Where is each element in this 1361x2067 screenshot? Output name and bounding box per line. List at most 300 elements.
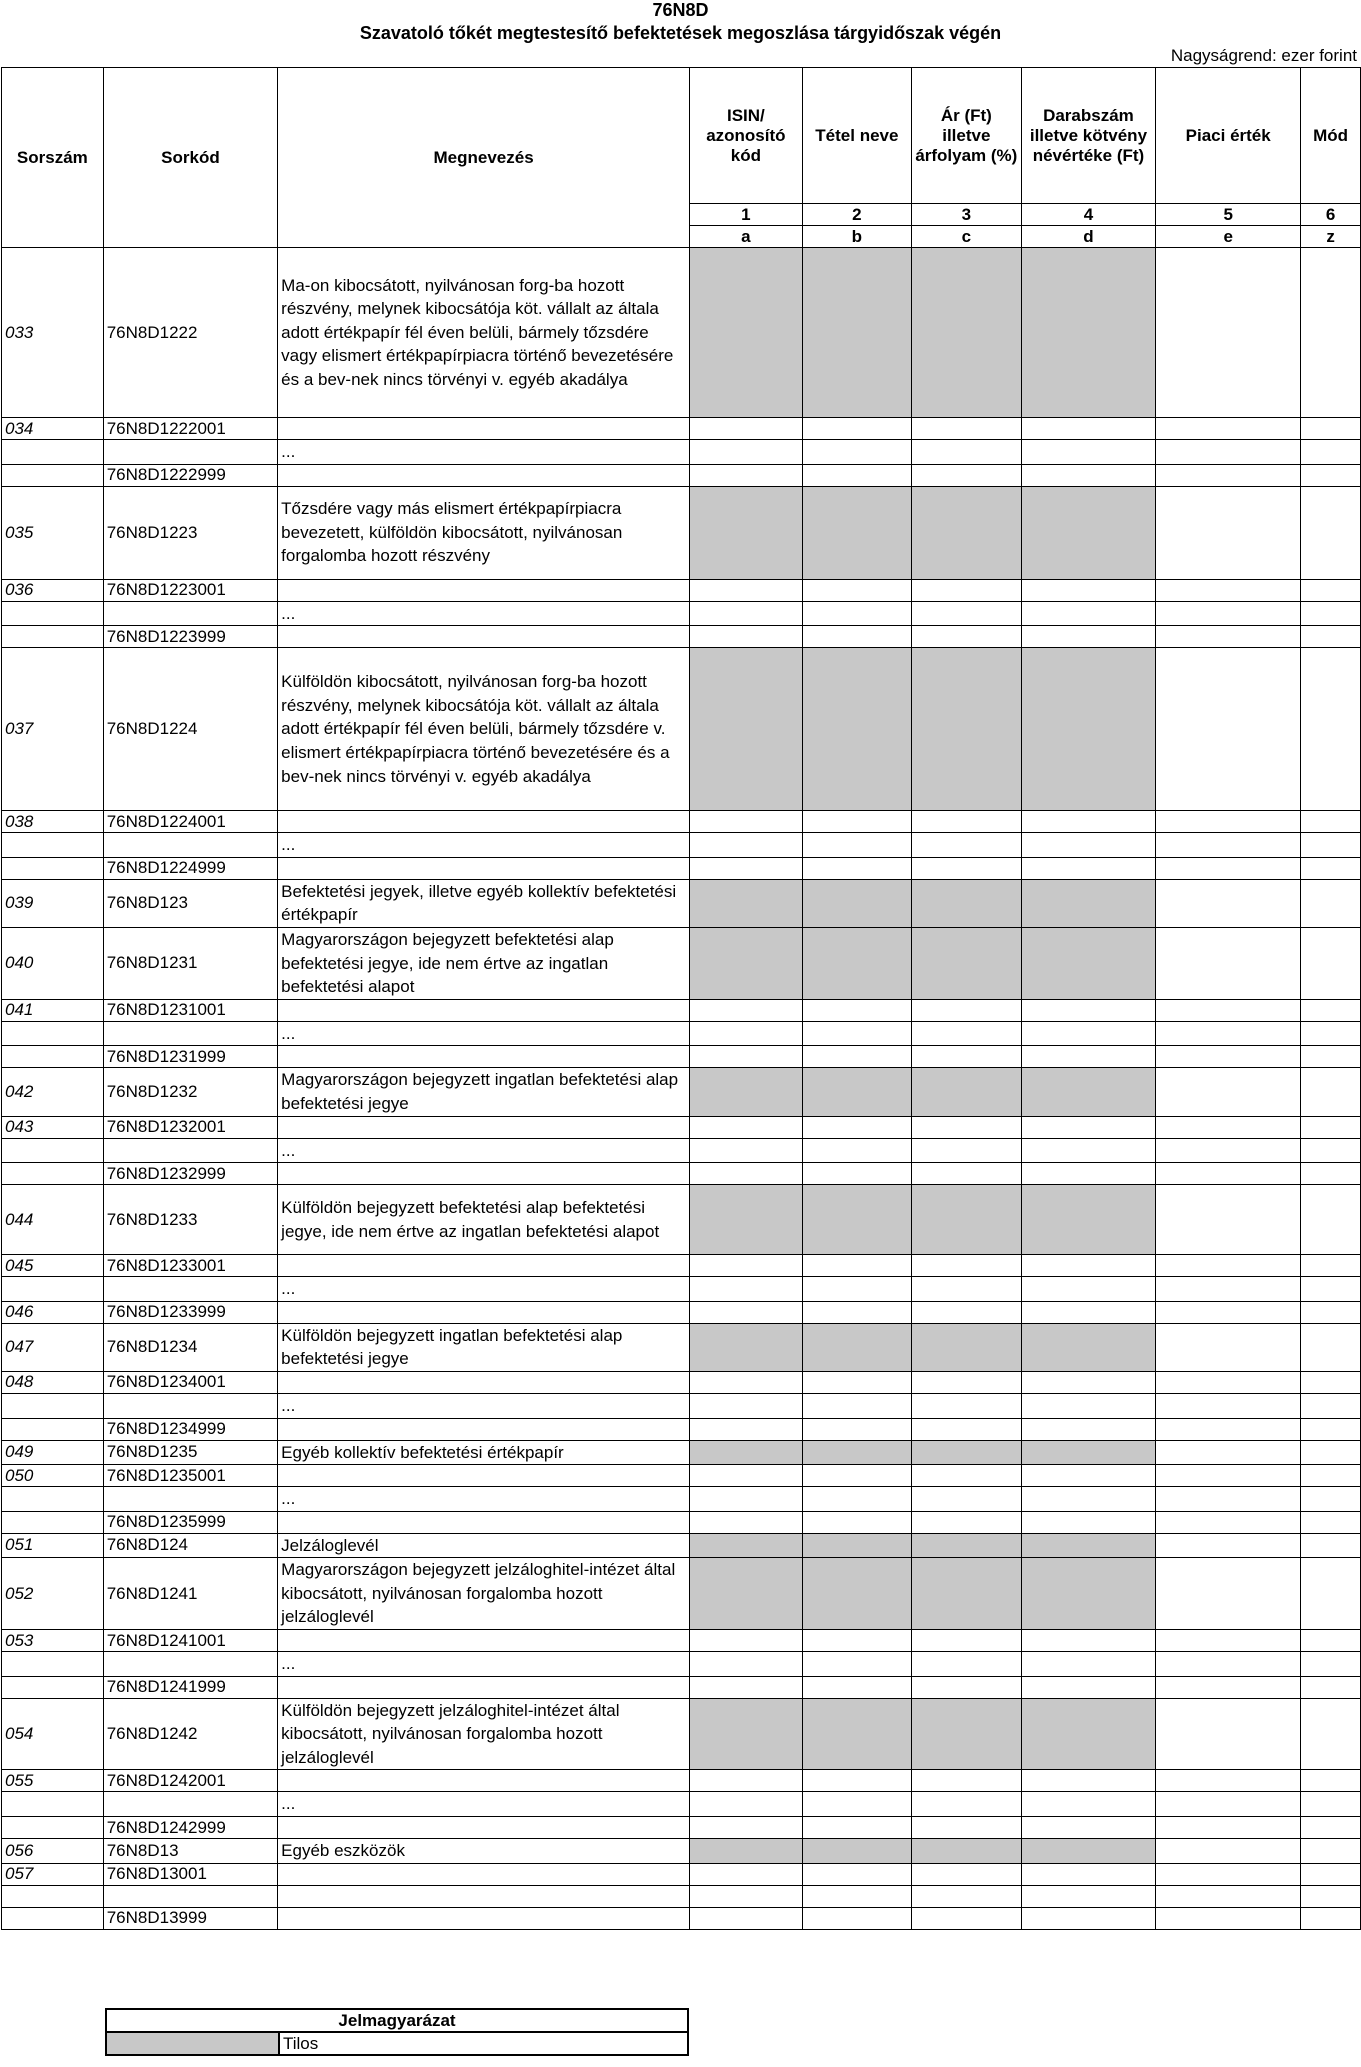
cell-darab[interactable] (1021, 1116, 1156, 1138)
cell-mod[interactable] (1301, 1839, 1361, 1864)
cell-mod[interactable] (1301, 927, 1361, 999)
cell-ar[interactable] (912, 1770, 1022, 1792)
cell-isin (690, 648, 803, 811)
cell-isin[interactable] (690, 1138, 803, 1163)
row-megnevezes (278, 1817, 690, 1839)
cell-piaci[interactable] (1156, 1698, 1301, 1770)
cell-piaci[interactable] (1156, 1487, 1301, 1512)
cell-isin[interactable] (690, 579, 803, 601)
cell-ar[interactable] (912, 1676, 1022, 1698)
row-sorszam (2, 1487, 104, 1512)
cell-ar[interactable] (912, 1277, 1022, 1302)
cell-tetel (802, 1068, 911, 1116)
cell-mod[interactable] (1301, 1792, 1361, 1817)
cell-ar[interactable] (912, 999, 1022, 1021)
cell-darab[interactable] (1021, 1255, 1156, 1277)
cell-mod[interactable] (1301, 1487, 1361, 1512)
cell-tetel[interactable] (802, 1885, 911, 1907)
cell-mod[interactable] (1301, 1301, 1361, 1323)
cell-isin[interactable] (690, 833, 803, 858)
cell-mod[interactable] (1301, 1465, 1361, 1487)
cell-mod[interactable] (1301, 811, 1361, 833)
table-row (2, 1440, 1361, 1465)
cell-mod[interactable] (1301, 999, 1361, 1021)
cell-ar[interactable] (912, 1138, 1022, 1163)
cell-piaci[interactable] (1156, 579, 1301, 601)
cell-darab[interactable] (1021, 999, 1156, 1021)
row-sorszam (2, 440, 104, 465)
col-header-sorszam: Sorszám (2, 68, 104, 248)
cell-piaci[interactable] (1156, 1839, 1301, 1864)
cell-piaci[interactable] (1156, 648, 1301, 811)
cell-mod[interactable] (1301, 1863, 1361, 1885)
cell-ar[interactable] (912, 1255, 1022, 1277)
cell-ar[interactable] (912, 626, 1022, 648)
cell-tetel[interactable] (802, 579, 911, 601)
cell-darab[interactable] (1021, 857, 1156, 879)
table-row (2, 440, 1361, 465)
cell-piaci[interactable] (1156, 418, 1301, 440)
cell-piaci[interactable] (1156, 1277, 1301, 1302)
cell-tetel[interactable] (802, 1277, 911, 1302)
cell-mod[interactable] (1301, 1138, 1361, 1163)
cell-piaci[interactable] (1156, 601, 1301, 626)
cell-darab[interactable] (1021, 1418, 1156, 1440)
cell-ar[interactable] (912, 1511, 1022, 1533)
cell-isin[interactable] (690, 1770, 803, 1792)
cell-ar[interactable] (912, 811, 1022, 833)
cell-mod[interactable] (1301, 1676, 1361, 1698)
cell-mod[interactable] (1301, 418, 1361, 440)
cell-piaci[interactable] (1156, 1907, 1301, 1929)
cell-mod[interactable] (1301, 1817, 1361, 1839)
cell-isin[interactable] (690, 1301, 803, 1323)
cell-darab[interactable] (1021, 1487, 1156, 1512)
cell-tetel[interactable] (802, 1393, 911, 1418)
cell-ar[interactable] (912, 1116, 1022, 1138)
cell-tetel[interactable] (802, 601, 911, 626)
cell-piaci[interactable] (1156, 1185, 1301, 1255)
cell-ar[interactable] (912, 1301, 1022, 1323)
cell-piaci[interactable] (1156, 1046, 1301, 1068)
cell-piaci[interactable] (1156, 857, 1301, 879)
row-sorkod: 76N8D1234001 (103, 1371, 277, 1393)
cell-darab[interactable] (1021, 579, 1156, 601)
cell-isin[interactable] (690, 1863, 803, 1885)
table-row (2, 1418, 1361, 1440)
cell-tetel[interactable] (802, 1138, 911, 1163)
table-row (2, 1138, 1361, 1163)
cell-ar[interactable] (912, 418, 1022, 440)
table-row (2, 1533, 1361, 1558)
cell-tetel[interactable] (802, 1817, 911, 1839)
cell-mod[interactable] (1301, 1323, 1361, 1371)
cell-mod[interactable] (1301, 579, 1361, 601)
cell-isin[interactable] (690, 1652, 803, 1677)
cell-mod[interactable] (1301, 1371, 1361, 1393)
cell-darab[interactable] (1021, 1885, 1156, 1907)
cell-darab[interactable] (1021, 811, 1156, 833)
cell-ar[interactable] (912, 464, 1022, 486)
table-row (2, 1277, 1361, 1302)
col-letter: z (1301, 226, 1361, 248)
table-row (2, 833, 1361, 858)
table-row (2, 1068, 1361, 1116)
cell-piaci[interactable] (1156, 464, 1301, 486)
cell-ar[interactable] (912, 833, 1022, 858)
cell-mod[interactable] (1301, 1116, 1361, 1138)
cell-isin[interactable] (690, 418, 803, 440)
cell-isin[interactable] (690, 1817, 803, 1839)
cell-tetel[interactable] (802, 1487, 911, 1512)
cell-tetel (802, 927, 911, 999)
table-row (2, 1255, 1361, 1277)
table-row (2, 999, 1361, 1021)
row-sorszam: 038 (2, 811, 104, 833)
cell-piaci[interactable] (1156, 1371, 1301, 1393)
cell-ar[interactable] (912, 1418, 1022, 1440)
row-sorszam (2, 1907, 104, 1929)
cell-isin[interactable] (690, 1630, 803, 1652)
cell-darab[interactable] (1021, 833, 1156, 858)
cell-ar[interactable] (912, 1393, 1022, 1418)
cell-piaci[interactable] (1156, 1393, 1301, 1418)
cell-isin[interactable] (690, 1885, 803, 1907)
cell-isin[interactable] (690, 464, 803, 486)
cell-piaci[interactable] (1156, 1301, 1301, 1323)
cell-piaci[interactable] (1156, 1863, 1301, 1885)
table-row (2, 1116, 1361, 1138)
cell-piaci[interactable] (1156, 1138, 1301, 1163)
cell-tetel[interactable] (802, 1511, 911, 1533)
cell-piaci[interactable] (1156, 1163, 1301, 1185)
row-sorkod: 76N8D1224 (103, 648, 277, 811)
cell-tetel[interactable] (802, 857, 911, 879)
row-sorkod: 76N8D1241 (103, 1558, 277, 1630)
cell-piaci[interactable] (1156, 1885, 1301, 1907)
cell-piaci[interactable] (1156, 1533, 1301, 1558)
row-megnevezes: Külföldön bejegyzett befektetési alap befektetési jegye, ide nem értve az ingatlan befektetési alapot (278, 1185, 690, 1255)
cell-mod[interactable] (1301, 1440, 1361, 1465)
cell-ar[interactable] (912, 1046, 1022, 1068)
cell-darab[interactable] (1021, 1817, 1156, 1839)
row-sorszam: 057 (2, 1863, 104, 1885)
cell-isin[interactable] (690, 811, 803, 833)
cell-darab[interactable] (1021, 1163, 1156, 1185)
cell-mod[interactable] (1301, 1907, 1361, 1929)
cell-isin[interactable] (690, 1021, 803, 1046)
row-megnevezes (278, 464, 690, 486)
cell-isin[interactable] (690, 1393, 803, 1418)
cell-isin[interactable] (690, 1465, 803, 1487)
cell-tetel[interactable] (802, 1652, 911, 1677)
cell-mod[interactable] (1301, 440, 1361, 465)
cell-ar[interactable] (912, 857, 1022, 879)
row-sorkod (103, 601, 277, 626)
cell-tetel[interactable] (802, 811, 911, 833)
cell-mod[interactable] (1301, 486, 1361, 579)
cell-isin[interactable] (690, 626, 803, 648)
cell-piaci[interactable] (1156, 626, 1301, 648)
row-sorkod: 76N8D1241001 (103, 1630, 277, 1652)
row-sorszam: 055 (2, 1770, 104, 1792)
cell-ar[interactable] (912, 1630, 1022, 1652)
cell-tetel[interactable] (802, 999, 911, 1021)
cell-darab[interactable] (1021, 1511, 1156, 1533)
cell-ar[interactable] (912, 1817, 1022, 1839)
cell-piaci[interactable] (1156, 999, 1301, 1021)
cell-piaci[interactable] (1156, 1465, 1301, 1487)
cell-isin (690, 1558, 803, 1630)
cell-tetel[interactable] (802, 418, 911, 440)
cell-ar[interactable] (912, 579, 1022, 601)
cell-piaci[interactable] (1156, 1652, 1301, 1677)
cell-piaci[interactable] (1156, 440, 1301, 465)
cell-darab[interactable] (1021, 464, 1156, 486)
cell-tetel[interactable] (802, 1021, 911, 1046)
cell-mod[interactable] (1301, 1393, 1361, 1418)
cell-darab[interactable] (1021, 1863, 1156, 1885)
row-sorkod (103, 1277, 277, 1302)
col-header-sorkod: Sorkód (103, 68, 277, 248)
cell-tetel[interactable] (802, 440, 911, 465)
cell-darab (1021, 486, 1156, 579)
cell-isin[interactable] (690, 1511, 803, 1533)
cell-tetel[interactable] (802, 1792, 911, 1817)
cell-darab[interactable] (1021, 1021, 1156, 1046)
row-sorkod (103, 1792, 277, 1817)
cell-piaci[interactable] (1156, 879, 1301, 927)
cell-tetel[interactable] (802, 1163, 911, 1185)
cell-mod[interactable] (1301, 626, 1361, 648)
cell-mod[interactable] (1301, 248, 1361, 418)
table-row (2, 811, 1361, 833)
cell-ar (912, 1698, 1022, 1770)
cell-piaci[interactable] (1156, 1323, 1301, 1371)
cell-tetel[interactable] (802, 1465, 911, 1487)
cell-mod[interactable] (1301, 648, 1361, 811)
cell-isin[interactable] (690, 857, 803, 879)
cell-ar[interactable] (912, 1371, 1022, 1393)
cell-piaci[interactable] (1156, 811, 1301, 833)
cell-ar[interactable] (912, 1163, 1022, 1185)
table-row (2, 418, 1361, 440)
cell-darab[interactable] (1021, 418, 1156, 440)
cell-isin[interactable] (690, 1676, 803, 1698)
row-sorszam: 046 (2, 1301, 104, 1323)
cell-ar[interactable] (912, 1465, 1022, 1487)
row-sorszam: 045 (2, 1255, 104, 1277)
row-megnevezes: Külföldön bejegyzett jelzáloghitel-intézet által kibocsátott, nyilvánosan forgalomba hozott jelzáloglevél (278, 1698, 690, 1770)
cell-tetel[interactable] (802, 1046, 911, 1068)
row-sorkod: 76N8D1233999 (103, 1301, 277, 1323)
cell-mod[interactable] (1301, 1046, 1361, 1068)
cell-mod[interactable] (1301, 1255, 1361, 1277)
table-row (2, 1465, 1361, 1487)
cell-mod[interactable] (1301, 857, 1361, 879)
cell-darab[interactable] (1021, 1652, 1156, 1677)
cell-tetel[interactable] (802, 1770, 911, 1792)
row-megnevezes (278, 1630, 690, 1652)
cell-mod[interactable] (1301, 1021, 1361, 1046)
cell-mod[interactable] (1301, 1277, 1361, 1302)
table-row (2, 464, 1361, 486)
row-megnevezes (278, 1907, 690, 1929)
cell-piaci[interactable] (1156, 1440, 1301, 1465)
cell-tetel[interactable] (802, 626, 911, 648)
cell-piaci[interactable] (1156, 1558, 1301, 1630)
cell-isin[interactable] (690, 999, 803, 1021)
cell-isin[interactable] (690, 1487, 803, 1512)
cell-ar[interactable] (912, 1021, 1022, 1046)
cell-isin[interactable] (690, 1116, 803, 1138)
row-megnevezes: Befektetési jegyek, illetve egyéb kollektív befektetési értékpapír (278, 879, 690, 927)
cell-ar[interactable] (912, 1907, 1022, 1929)
cell-tetel[interactable] (802, 1371, 911, 1393)
cell-darab[interactable] (1021, 601, 1156, 626)
cell-isin[interactable] (690, 1907, 803, 1929)
cell-piaci[interactable] (1156, 1817, 1301, 1839)
cell-tetel[interactable] (802, 833, 911, 858)
cell-tetel[interactable] (802, 1116, 911, 1138)
cell-darab[interactable] (1021, 1393, 1156, 1418)
cell-ar[interactable] (912, 601, 1022, 626)
row-sorszam (2, 1817, 104, 1839)
cell-mod[interactable] (1301, 601, 1361, 626)
cell-darab[interactable] (1021, 1465, 1156, 1487)
cell-isin[interactable] (690, 1255, 803, 1277)
legend-swatch (106, 2032, 279, 2055)
row-sorkod: 76N8D1232001 (103, 1116, 277, 1138)
row-sorkod: 76N8D1232 (103, 1068, 277, 1116)
cell-darab[interactable] (1021, 1676, 1156, 1698)
cell-ar[interactable] (912, 1792, 1022, 1817)
cell-tetel[interactable] (802, 464, 911, 486)
table-row (2, 1323, 1361, 1371)
cell-mod[interactable] (1301, 833, 1361, 858)
cell-mod[interactable] (1301, 1185, 1361, 1255)
cell-darab[interactable] (1021, 1770, 1156, 1792)
cell-tetel (802, 1698, 911, 1770)
row-sorkod: 76N8D1231 (103, 927, 277, 999)
cell-darab[interactable] (1021, 440, 1156, 465)
cell-piaci[interactable] (1156, 927, 1301, 999)
row-sorkod: 76N8D1233 (103, 1185, 277, 1255)
table-row (2, 1558, 1361, 1630)
row-megnevezes: Külföldön kibocsátott, nyilvánosan forg-ba hozott részvény, melynek kibocsátója köt. vállalt az általa adott értékpapír fél éven belüli, bármely tőzsdére v. elismert értékpapírpiacra történő bevezetésére és a bev-nek nincs törvényi v. egyéb akadálya (278, 648, 690, 811)
cell-piaci[interactable] (1156, 833, 1301, 858)
cell-darab (1021, 1533, 1156, 1558)
row-sorszam: 036 (2, 579, 104, 601)
row-megnevezes: ... (278, 1138, 690, 1163)
cell-tetel[interactable] (802, 1418, 911, 1440)
cell-mod[interactable] (1301, 1652, 1361, 1677)
cell-piaci[interactable] (1156, 1021, 1301, 1046)
cell-mod[interactable] (1301, 1511, 1361, 1533)
row-sorszam (2, 1021, 104, 1046)
cell-mod[interactable] (1301, 1770, 1361, 1792)
row-sorkod: 76N8D1233001 (103, 1255, 277, 1277)
row-sorszam: 040 (2, 927, 104, 999)
cell-tetel[interactable] (802, 1863, 911, 1885)
row-sorszam: 039 (2, 879, 104, 927)
row-sorszam (2, 1511, 104, 1533)
cell-ar[interactable] (912, 1652, 1022, 1677)
cell-darab[interactable] (1021, 1907, 1156, 1929)
cell-piaci[interactable] (1156, 1630, 1301, 1652)
row-megnevezes (278, 811, 690, 833)
cell-isin[interactable] (690, 440, 803, 465)
cell-tetel[interactable] (802, 1907, 911, 1929)
cell-ar[interactable] (912, 440, 1022, 465)
cell-piaci[interactable] (1156, 1255, 1301, 1277)
cell-ar[interactable] (912, 1885, 1022, 1907)
cell-piaci[interactable] (1156, 1116, 1301, 1138)
cell-darab[interactable] (1021, 1301, 1156, 1323)
cell-mod[interactable] (1301, 1418, 1361, 1440)
cell-mod[interactable] (1301, 464, 1361, 486)
cell-mod[interactable] (1301, 1630, 1361, 1652)
cell-tetel[interactable] (802, 1301, 911, 1323)
cell-mod[interactable] (1301, 1163, 1361, 1185)
cell-piaci[interactable] (1156, 1511, 1301, 1533)
cell-piaci[interactable] (1156, 1770, 1301, 1792)
cell-tetel[interactable] (802, 1676, 911, 1698)
table-row (2, 1770, 1361, 1792)
cell-tetel[interactable] (802, 1630, 911, 1652)
cell-darab[interactable] (1021, 1371, 1156, 1393)
cell-isin[interactable] (690, 1792, 803, 1817)
row-sorkod: 76N8D1241999 (103, 1676, 277, 1698)
cell-piaci[interactable] (1156, 1418, 1301, 1440)
cell-darab[interactable] (1021, 626, 1156, 648)
cell-mod[interactable] (1301, 1068, 1361, 1116)
row-megnevezes (278, 1371, 690, 1393)
cell-mod[interactable] (1301, 1885, 1361, 1907)
cell-isin (690, 1839, 803, 1864)
cell-mod[interactable] (1301, 1558, 1361, 1630)
cell-isin[interactable] (690, 1163, 803, 1185)
cell-mod[interactable] (1301, 1698, 1361, 1770)
cell-piaci[interactable] (1156, 248, 1301, 418)
cell-ar[interactable] (912, 1863, 1022, 1885)
cell-isin[interactable] (690, 601, 803, 626)
cell-ar[interactable] (912, 1487, 1022, 1512)
cell-piaci[interactable] (1156, 486, 1301, 579)
cell-piaci[interactable] (1156, 1676, 1301, 1698)
row-megnevezes (278, 1885, 690, 1907)
cell-tetel[interactable] (802, 1255, 911, 1277)
cell-darab[interactable] (1021, 1046, 1156, 1068)
row-sorszam: 049 (2, 1440, 104, 1465)
cell-isin[interactable] (690, 1418, 803, 1440)
cell-darab[interactable] (1021, 1138, 1156, 1163)
cell-piaci[interactable] (1156, 1068, 1301, 1116)
cell-isin[interactable] (690, 1046, 803, 1068)
cell-mod[interactable] (1301, 1533, 1361, 1558)
cell-isin[interactable] (690, 1371, 803, 1393)
cell-mod[interactable] (1301, 879, 1361, 927)
row-megnevezes: Tőzsdére vagy más elismert értékpapírpiacra bevezetett, külföldön kibocsátott, nyilvánosan forgalomba hozott részvény (278, 486, 690, 579)
cell-darab[interactable] (1021, 1630, 1156, 1652)
cell-isin (690, 1533, 803, 1558)
cell-darab[interactable] (1021, 1792, 1156, 1817)
cell-darab[interactable] (1021, 1277, 1156, 1302)
cell-ar (912, 879, 1022, 927)
cell-piaci[interactable] (1156, 1792, 1301, 1817)
table-row (2, 579, 1361, 601)
cell-isin[interactable] (690, 1277, 803, 1302)
